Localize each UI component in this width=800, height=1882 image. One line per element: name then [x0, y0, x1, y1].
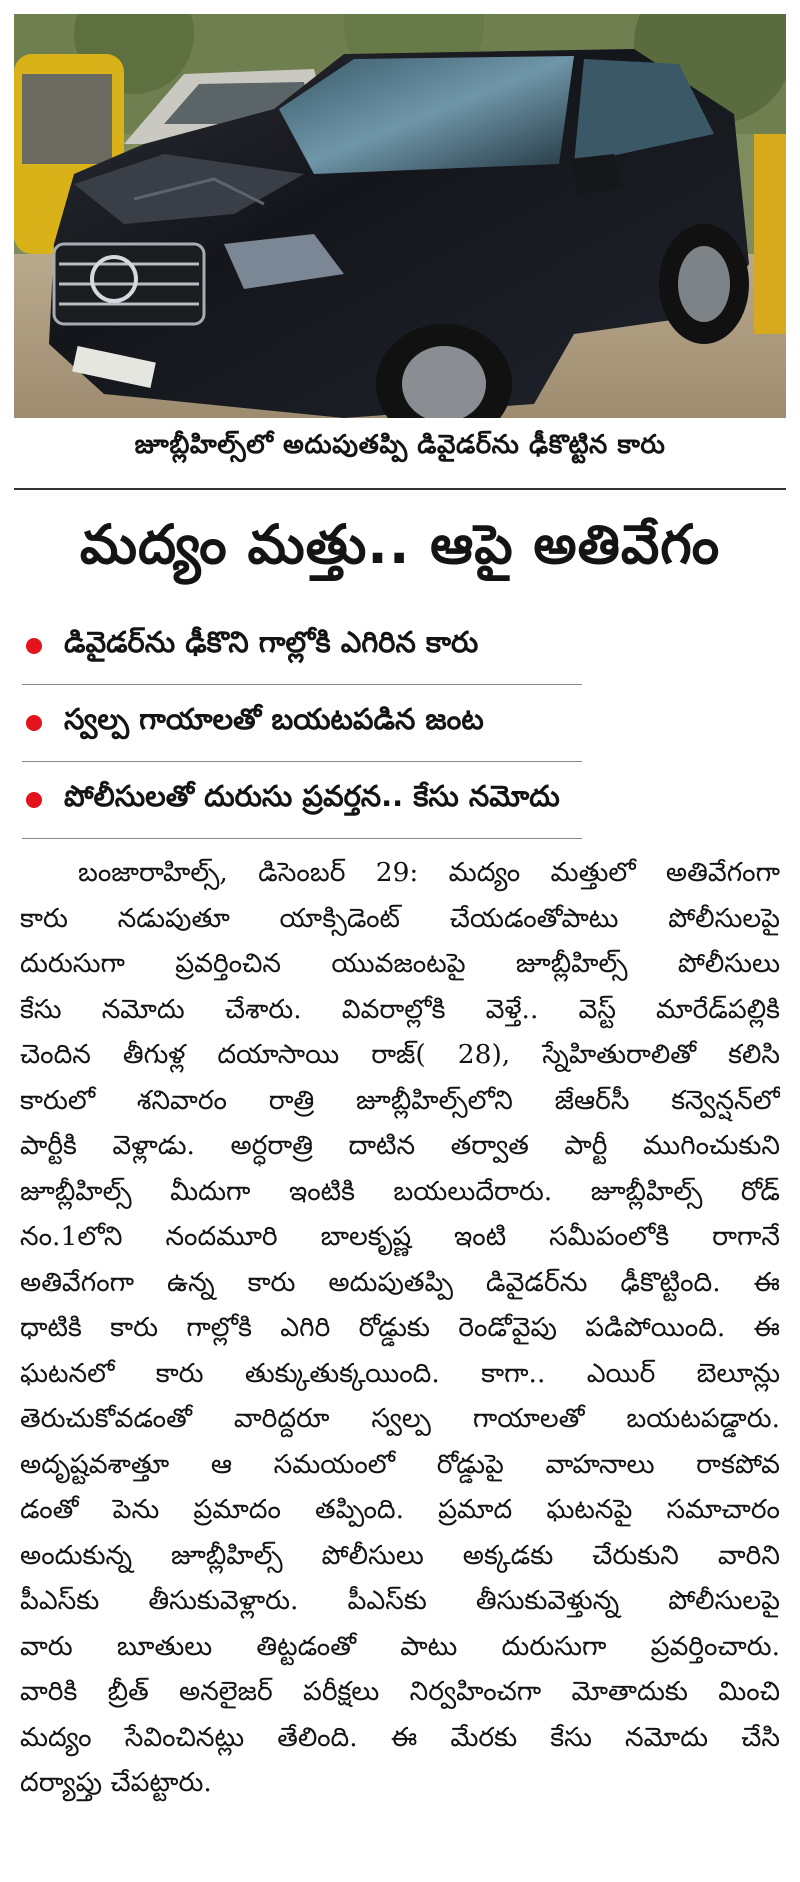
body-line: మద్యం సేవించినట్లు తేలింది. ఈ మేరకు కేసు నమోదు చేసి — [20, 1721, 780, 1753]
crashed-car-illustration — [14, 14, 786, 418]
body-line: జూబ్లీహిల్స్ మీదుగా ఇంటికి బయలుదేరారు. జూబ్లీహిల్స్ రోడ్ — [20, 1175, 780, 1207]
highlight-list — [22, 608, 582, 839]
body-line: కారులో శనివారం రాత్రి జూబ్లీహిల్స్‌లోని జేఆర్‌సీ కన్వెన్షన్‌లో — [20, 1084, 780, 1116]
body-line: బంజారాహిల్స్, డిసెంబర్ 29: మద్యం మత్తులో అతివేగంగా — [78, 857, 780, 888]
red-bullet-icon — [26, 638, 42, 654]
body-line: చెందిన తీగుళ్ల దయాసాయి రాజ్( 28), స్నేహితురాలితో కలిసి — [20, 1039, 780, 1070]
body-line: ధాటికి కారు గాల్లోకి ఎగిరి రోడ్డుకు రెండోవైపు పడిపోయింది. ఈ — [20, 1312, 780, 1343]
body-line: తెరుచుకోవడంతో వారిద్దరూ స్వల్ప గాయాలతో బయటపడ్డారు. — [20, 1403, 780, 1434]
body-line: అతివేగంగా ఉన్న కారు అదుపుతప్పి డివైడర్‌ను ఢీకొట్టింది. ఈ — [20, 1266, 780, 1298]
body-line: అందుకున్న జూబ్లీహిల్స్ పోలీసులు అక్కడకు చేరుకుని వారిని — [20, 1539, 780, 1571]
highlight-item — [22, 762, 582, 839]
body-line: పీఎస్‌కు తీసుకువెళ్లారు. పీఎస్‌కు తీసుకువెళ్తున్న పోలీసులపై — [20, 1585, 780, 1616]
body-line: కారు నడుపుతూ యాక్సిడెంట్ చేయడంతోపాటు పోలీసులపై — [20, 902, 780, 934]
body-line: పార్టీకి వెళ్లాడు. అర్ధరాత్రి దాటిన తర్వాత పార్టీ ముగించుకుని — [20, 1130, 780, 1161]
highlight-text: స్వల్ప గాయాలతో బయటపడిన జంట — [64, 702, 484, 736]
body-line: దర్యాప్తు చేపట్టారు. — [20, 1767, 212, 1798]
red-bullet-icon — [26, 715, 42, 731]
news-photo — [14, 14, 786, 418]
body-line: వారు బూతులు తిట్టడంతో పాటు దురుసుగా ప్రవర్తించారు. — [20, 1630, 780, 1662]
body-line: అదృష్టవశాత్తూ ఆ సమయంలో రోడ్డుపై వాహనాలు రాకపోవ — [20, 1448, 780, 1480]
photo-caption: జూబ్లీహిల్స్‌లో అదుపుతప్పి డివైడర్‌ను ఢీకొట్టిన కారు — [134, 430, 666, 460]
body-line: వారికి బ్రీత్ అనలైజర్ పరీక్షలు నిర్వహించగా మోతాదుకు మించి — [20, 1676, 780, 1707]
caption-divider — [14, 488, 786, 490]
body-line: నం.1లోని నందమూరి బాలకృష్ణ ఇంటి సమీపంలోకి రాగానే — [20, 1221, 780, 1252]
highlight-text: డివైడర్‌ను ఢీకొని గాల్లోకి ఎగిరిన కారు — [64, 625, 479, 659]
red-bullet-icon — [26, 792, 42, 808]
highlight-item — [22, 685, 582, 762]
highlight-text: పోలీసులతో దురుసు ప్రవర్తన.. కేసు నమోదు — [64, 779, 560, 813]
body-line: డంతో పెను ప్రమాదం తప్పింది. ప్రమాద ఘటనపై సమాచారం — [20, 1494, 780, 1525]
body-line: ఘటనలో కారు తుక్కుతుక్కయింది. కాగా.. ఎయిర్ బెలూన్లు — [20, 1357, 780, 1389]
body-line: దురుసుగా ప్రవర్తించిన యువజంటపై జూబ్లీహిల్స్ పోలీసులు — [20, 948, 780, 979]
body-line: కేసు నమోదు చేశారు. వివరాల్లోకి వెళ్తే.. వెస్ట్ మారేడ్‌పల్లికి — [20, 993, 780, 1025]
highlight-item — [22, 608, 582, 685]
article-body — [20, 850, 780, 1806]
article-headline: మద్యం మత్తు.. ఆపై అతివేగం — [79, 513, 721, 576]
